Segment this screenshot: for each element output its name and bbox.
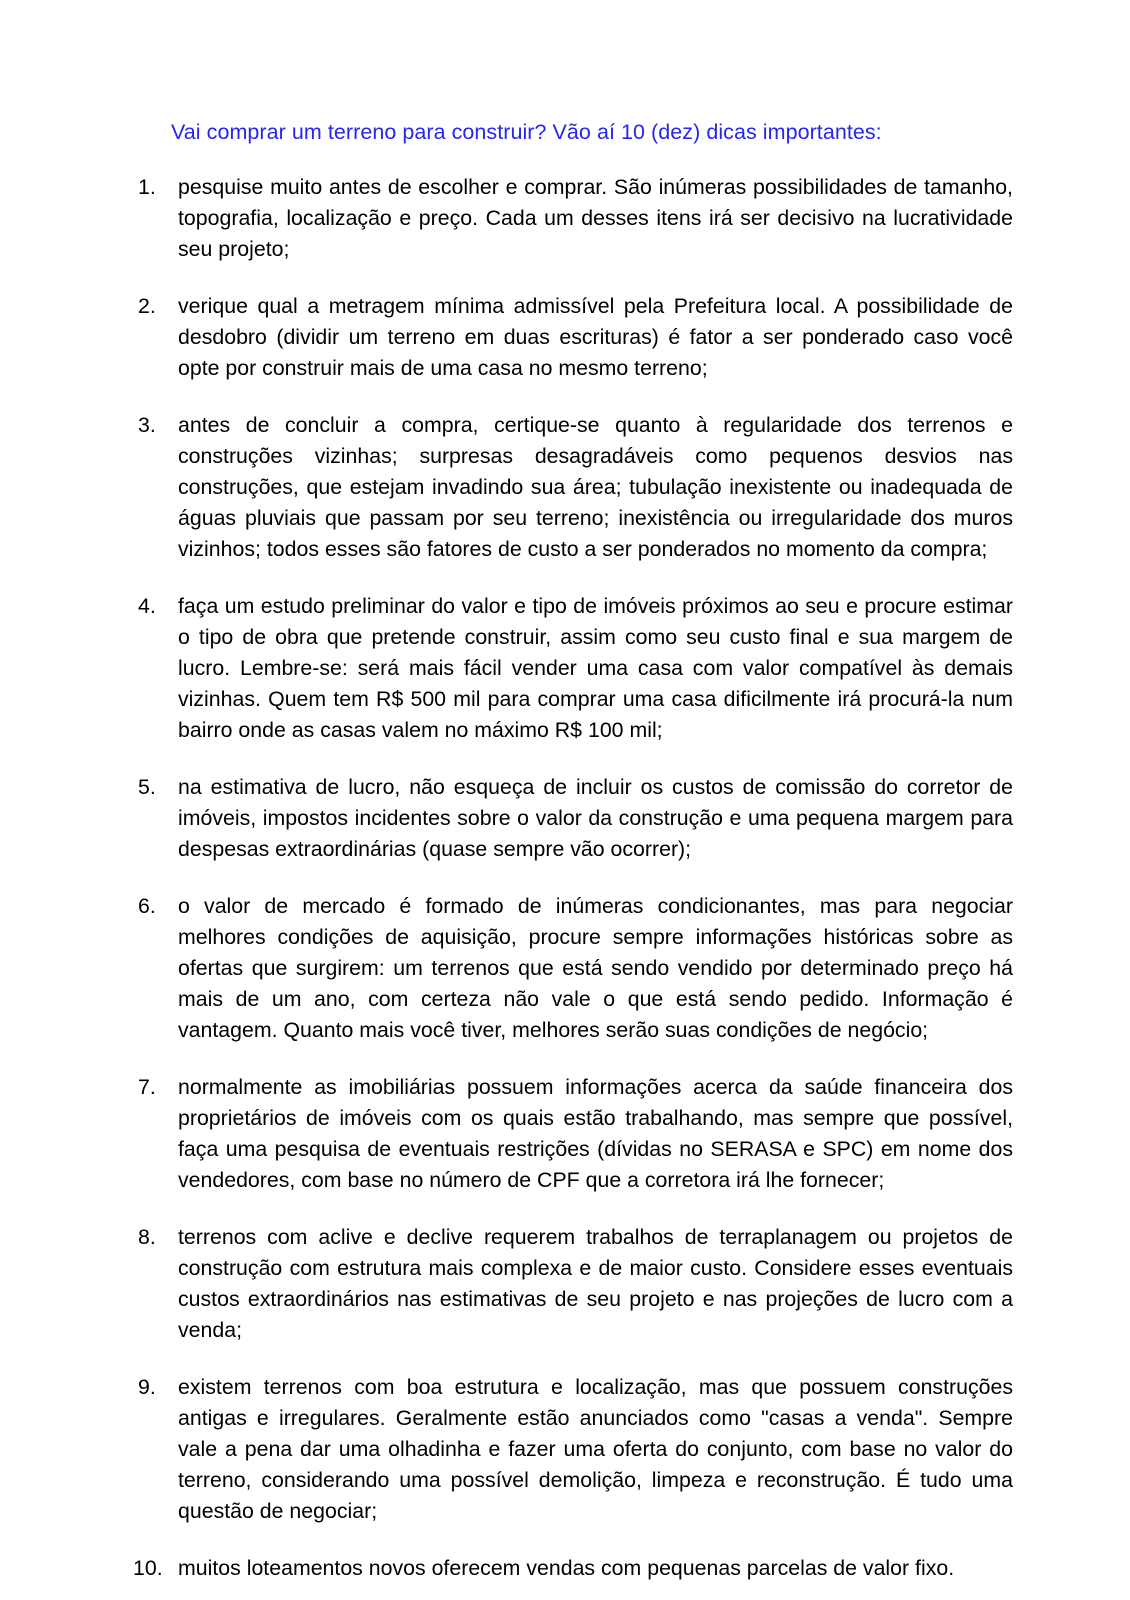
list-item-number: 9. <box>138 1375 156 1399</box>
tips-list <box>133 172 1013 1584</box>
list-item <box>133 591 1013 746</box>
list-item <box>133 1372 1013 1527</box>
list-item <box>133 772 1013 865</box>
page-content <box>133 118 1013 1584</box>
list-item-text: o valor de mercado é formado de inúmeras condicionantes, mas para negociar melhores condições de aquisição, procure sempre informações históricas sobre as ofertas que surgirem: um terrenos que está sendo vendido por determinado preço há mais de um ano, com certeza não vale o que está sendo pedido. Informação é vantagem. Quanto mais você tiver, melhores serão suas condições de negócio; <box>178 894 1013 1042</box>
list-item-text: faça um estudo preliminar do valor e tipo de imóveis próximos ao seu e procure estimar o tipo de obra que pretende construir, assim como seu custo final e sua margem de lucro. Lembre-se: será mais fácil vender uma casa com valor compatível às demais vizinhas. Quem tem R$ 500 mil para comprar uma casa dificilmente irá procurá-la num bairro onde as casas valem no máximo R$ 100 mil; <box>178 594 1013 742</box>
list-item <box>133 1553 1013 1584</box>
list-item-text: na estimativa de lucro, não esqueça de incluir os custos de comissão do corretor de imóveis, impostos incidentes sobre o valor da construção e uma pequena margem para despesas extraordinárias (quase sempre vão ocorrer); <box>178 775 1013 861</box>
list-item-text: antes de concluir a compra, certique-se quanto à regularidade dos terrenos e construções vizinhas; surpresas desagradáveis como pequenos desvios nas construções, que estejam invadindo sua área; tubulação inexistente ou inadequada de águas pluviais que passam por seu terreno; inexistência ou irregularidade dos muros vizinhos; todos esses são fatores de custo a ser ponderados no momento da compra; <box>178 413 1013 561</box>
list-item-text: existem terrenos com boa estrutura e localização, mas que possuem construções antigas e irregulares. Geralmente estão anunciados como "casas a venda". Sempre vale a pena dar uma olhadinha e fazer uma oferta do conjunto, com base no valor do terreno, considerando uma possível demolição, limpeza e reconstrução. É tudo uma questão de negociar; <box>178 1375 1013 1523</box>
list-item <box>133 1222 1013 1346</box>
list-item-number: 2. <box>138 294 156 318</box>
list-item-text: verique qual a metragem mínima admissível pela Prefeitura local. A possibilidade de desdobro (dividir um terreno em duas escrituras) é fator a ser ponderado caso você opte por construir mais de uma casa no mesmo terreno; <box>178 294 1013 380</box>
list-item <box>133 291 1013 384</box>
list-item-text: terrenos com aclive e declive requerem trabalhos de terraplanagem ou projetos de construção com estrutura mais complexa e de maior custo. Considere esses eventuais custos extraordinários nas estimativas de seu projeto e nas projeções de lucro com a venda; <box>178 1225 1013 1342</box>
page-title: Vai comprar um terreno para construir? Vão aí 10 (dez) dicas importantes: <box>171 120 882 144</box>
list-item-number: 1. <box>138 175 156 199</box>
list-item <box>133 891 1013 1046</box>
list-item <box>133 410 1013 565</box>
list-item-text: muitos loteamentos novos oferecem vendas com pequenas parcelas de valor fixo. <box>178 1556 955 1580</box>
list-item-number: 10. <box>133 1556 163 1580</box>
list-item-text: pesquise muito antes de escolher e comprar. São inúmeras possibilidades de tamanho, topografia, localização e preço. Cada um desses itens irá ser decisivo na lucratividade seu projeto; <box>178 175 1013 261</box>
list-item <box>133 172 1013 265</box>
list-item <box>133 1072 1013 1196</box>
list-item-number: 7. <box>138 1075 156 1099</box>
list-item-number: 4. <box>138 594 156 618</box>
list-item-number: 3. <box>138 413 156 437</box>
list-item-number: 6. <box>138 894 156 918</box>
list-item-number: 8. <box>138 1225 156 1249</box>
list-item-number: 5. <box>138 775 156 799</box>
list-item-text: normalmente as imobiliárias possuem informações acerca da saúde financeira dos proprietários de imóveis com os quais estão trabalhando, mas sempre que possível, faça uma pesquisa de eventuais restrições (dívidas no SERASA e SPC) em nome dos vendedores, com base no número de CPF que a corretora irá lhe fornecer; <box>178 1075 1013 1192</box>
